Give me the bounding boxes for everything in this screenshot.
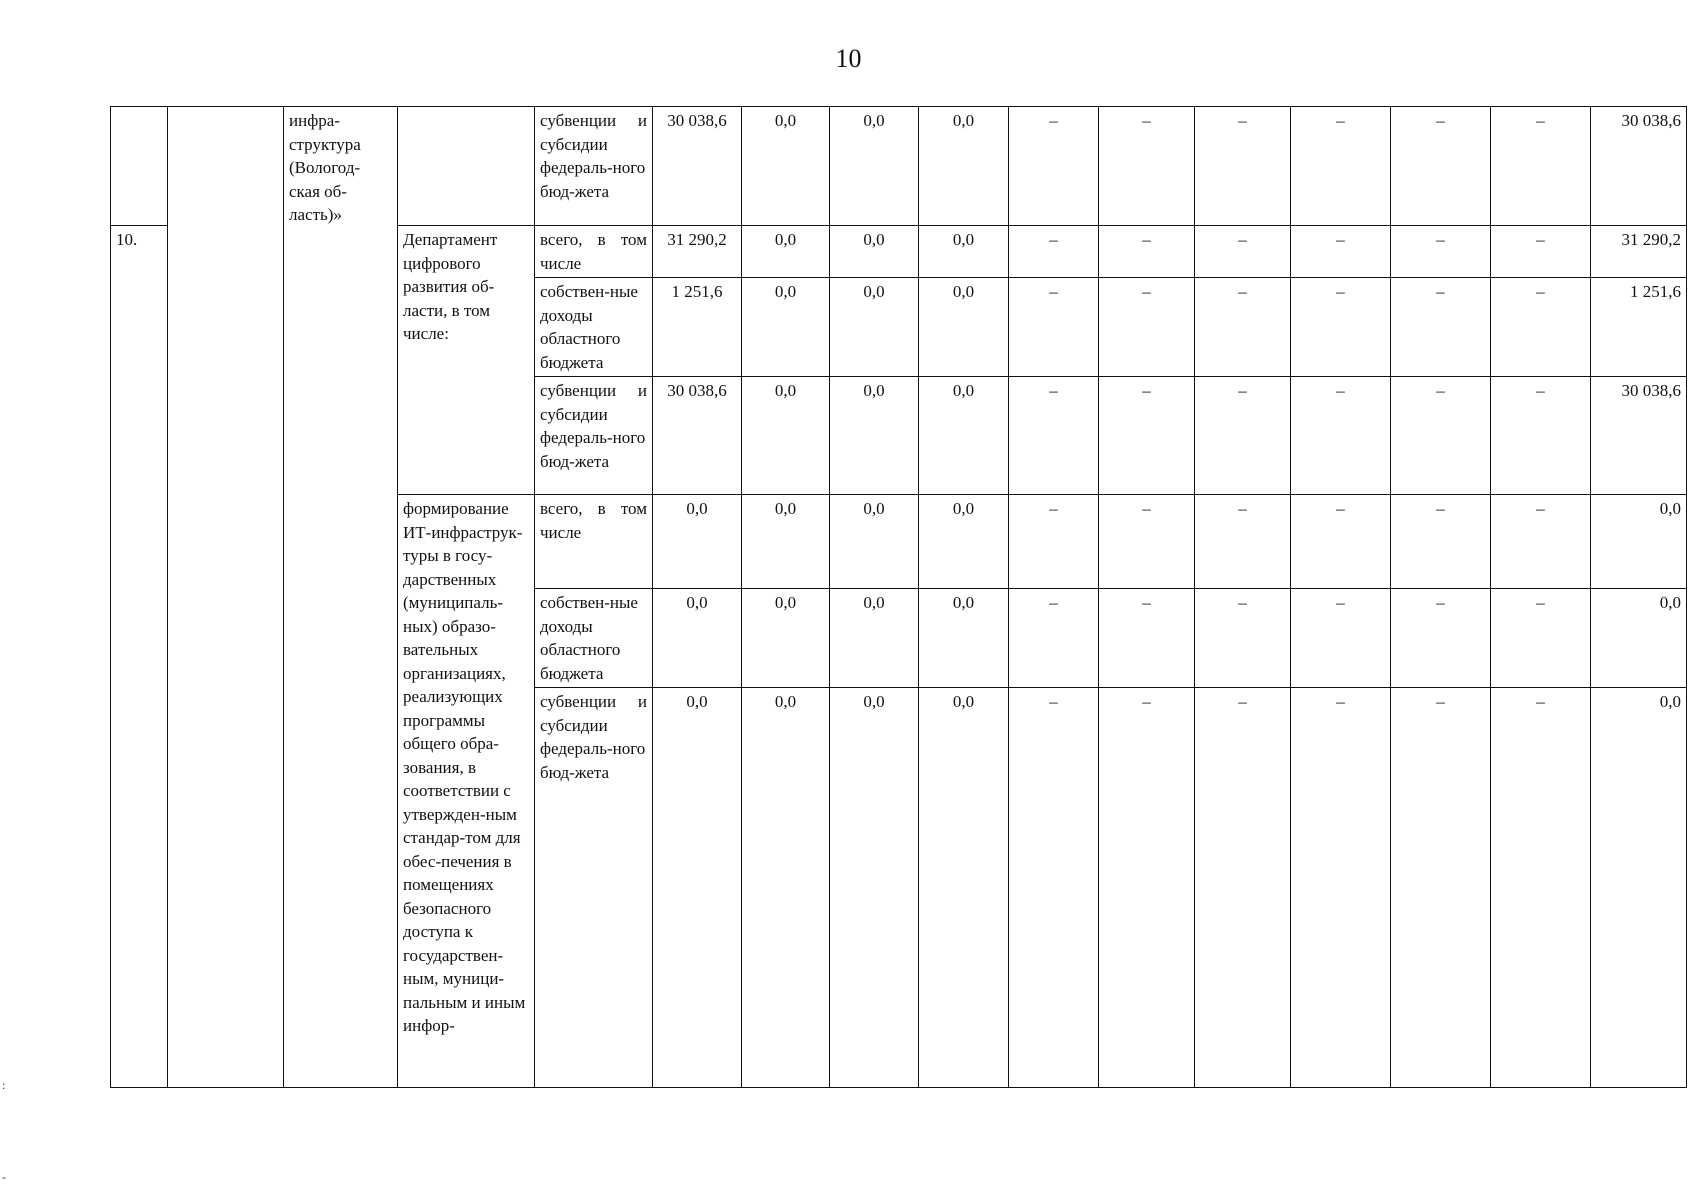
year-value-cell: – xyxy=(1491,107,1591,226)
year-value-cell: – xyxy=(1291,377,1391,495)
year-value-cell: – xyxy=(1195,377,1291,495)
year-value-cell: 0,0 xyxy=(742,377,830,495)
total-value-cell: 31 290,2 xyxy=(1591,226,1687,278)
year-value-cell: 0,0 xyxy=(919,377,1009,495)
year-value-cell: – xyxy=(1009,278,1099,377)
year-value-cell: – xyxy=(1195,226,1291,278)
year-value-cell: 0,0 xyxy=(830,226,919,278)
year-value-cell: – xyxy=(1391,377,1491,495)
year-value-cell: – xyxy=(1491,278,1591,377)
year-value-cell: – xyxy=(1195,589,1291,688)
funding-source-cell: субвенции и субсидии федераль-ного бюд-жета xyxy=(535,688,653,1088)
year-value-cell: – xyxy=(1291,495,1391,589)
year-value-cell: – xyxy=(1099,377,1195,495)
year-value-cell: 0,0 xyxy=(919,688,1009,1088)
year-value-cell: 0,0 xyxy=(830,688,919,1088)
budget-table xyxy=(110,106,1687,1088)
total-value-cell: 0,0 xyxy=(1591,589,1687,688)
year-value-cell: – xyxy=(1491,589,1591,688)
row-number-cell: 10. xyxy=(111,226,168,1088)
funding-source-cell: всего, в том числе xyxy=(535,226,653,278)
year-value-cell: 0,0 xyxy=(830,278,919,377)
year-value-cell: – xyxy=(1195,495,1291,589)
year-value-cell: – xyxy=(1291,688,1391,1088)
year-value-cell: 0,0 xyxy=(742,278,830,377)
year-value-cell: 0,0 xyxy=(919,589,1009,688)
funding-source-cell: субвенции и субсидии федераль-ного бюд-жета xyxy=(535,377,653,495)
year-value-cell: – xyxy=(1195,688,1291,1088)
year-value-cell: – xyxy=(1291,589,1391,688)
executor-cell: Департамент цифрового развития об-ласти, в том числе: xyxy=(398,226,535,495)
year-value-cell: 31 290,2 xyxy=(653,226,742,278)
table-row xyxy=(111,107,1687,226)
funding-source-cell: всего, в том числе xyxy=(535,495,653,589)
year-value-cell: – xyxy=(1099,226,1195,278)
year-value-cell: 1 251,6 xyxy=(653,278,742,377)
year-value-cell: 0,0 xyxy=(742,107,830,226)
year-value-cell: 0,0 xyxy=(742,688,830,1088)
year-value-cell: 0,0 xyxy=(742,589,830,688)
total-value-cell: 0,0 xyxy=(1591,688,1687,1088)
year-value-cell: 0,0 xyxy=(919,107,1009,226)
year-value-cell: – xyxy=(1491,495,1591,589)
year-value-cell: – xyxy=(1391,495,1491,589)
year-value-cell: – xyxy=(1009,226,1099,278)
year-value-cell: – xyxy=(1099,278,1195,377)
year-value-cell: – xyxy=(1099,107,1195,226)
year-value-cell: – xyxy=(1009,495,1099,589)
year-value-cell: – xyxy=(1391,278,1491,377)
year-value-cell: – xyxy=(1009,688,1099,1088)
total-value-cell: 0,0 xyxy=(1591,495,1687,589)
year-value-cell: 0,0 xyxy=(919,226,1009,278)
year-value-cell: 0,0 xyxy=(919,495,1009,589)
year-value-cell: – xyxy=(1391,107,1491,226)
year-value-cell: 0,0 xyxy=(653,688,742,1088)
margin-mark: : xyxy=(2,1078,6,1092)
year-value-cell: 0,0 xyxy=(830,495,919,589)
year-value-cell: – xyxy=(1391,688,1491,1088)
margin-mark: - xyxy=(2,1170,6,1184)
total-value-cell: 30 038,6 xyxy=(1591,377,1687,495)
funding-source-cell: субвенции и субсидии федераль-ного бюд-жета xyxy=(535,107,653,226)
year-value-cell: 30 038,6 xyxy=(653,377,742,495)
year-value-cell: – xyxy=(1009,107,1099,226)
year-value-cell: – xyxy=(1009,589,1099,688)
year-value-cell: – xyxy=(1291,107,1391,226)
subprogram-name-cell: инфра- структура (Вологод- ская об- ласть)» xyxy=(284,107,398,1088)
year-value-cell: 0,0 xyxy=(830,377,919,495)
executor-cell: формирование ИТ-инфраструк-туры в госу-дарственных (муниципаль-ных) образо-вательных организациях, реализующих программы общего обра-зования, в соответствии с утвержден-ным стандар-том для обес-печения в помещениях безопасного доступа к государствен-ным, муници-пальным и иным инфор- xyxy=(398,495,535,1088)
funding-source-cell: собствен-ные доходы областного бюджета xyxy=(535,589,653,688)
program-name-cell xyxy=(168,107,284,1088)
year-value-cell: – xyxy=(1099,495,1195,589)
year-value-cell: 0,0 xyxy=(919,278,1009,377)
year-value-cell: 0,0 xyxy=(653,495,742,589)
year-value-cell: – xyxy=(1291,278,1391,377)
total-value-cell: 1 251,6 xyxy=(1591,278,1687,377)
year-value-cell: – xyxy=(1491,688,1591,1088)
year-value-cell: 0,0 xyxy=(742,495,830,589)
year-value-cell: – xyxy=(1391,226,1491,278)
year-value-cell: – xyxy=(1491,226,1591,278)
year-value-cell: – xyxy=(1195,107,1291,226)
funding-source-cell: собствен-ные доходы областного бюджета xyxy=(535,278,653,377)
year-value-cell: 30 038,6 xyxy=(653,107,742,226)
year-value-cell: 0,0 xyxy=(742,226,830,278)
year-value-cell: – xyxy=(1491,377,1591,495)
year-value-cell: – xyxy=(1099,589,1195,688)
row-number-cell xyxy=(111,107,168,226)
executor-cell xyxy=(398,107,535,226)
year-value-cell: – xyxy=(1099,688,1195,1088)
year-value-cell: 0,0 xyxy=(830,589,919,688)
year-value-cell: – xyxy=(1009,377,1099,495)
total-value-cell: 30 038,6 xyxy=(1591,107,1687,226)
year-value-cell: 0,0 xyxy=(653,589,742,688)
year-value-cell: – xyxy=(1195,278,1291,377)
page-number: 10 xyxy=(835,44,862,73)
year-value-cell: 0,0 xyxy=(830,107,919,226)
year-value-cell: – xyxy=(1291,226,1391,278)
year-value-cell: – xyxy=(1391,589,1491,688)
